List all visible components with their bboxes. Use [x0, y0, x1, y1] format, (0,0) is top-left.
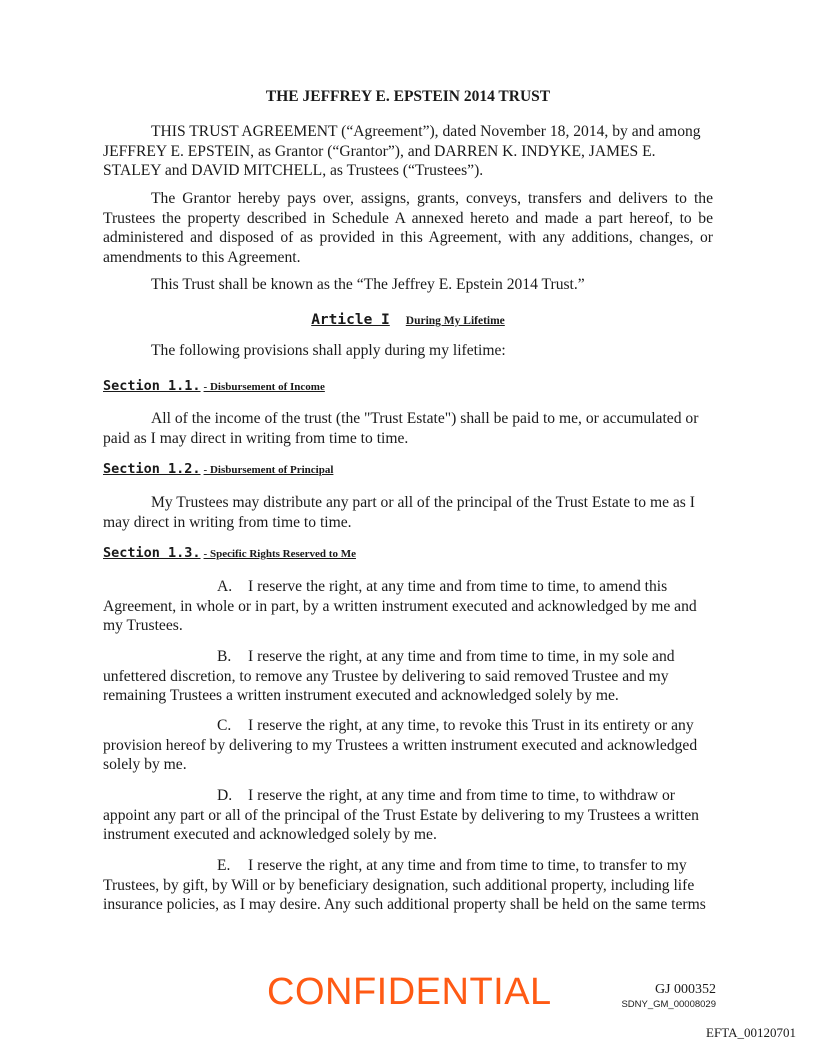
item-text: I reserve the right, at any time and from time to time, to amend this Agreement, in whole or in part, by a written instrument executed and acknowledged by me and my Trustees. [103, 578, 697, 634]
trust-name-paragraph: This Trust shall be known as the “The Jeffrey E. Epstein 2014 Trust.” [151, 276, 585, 293]
item-text: I reserve the right, at any time and from time to time, to transfer to my Trustees, by gift, by Will or by beneficiary designation, such additional property, including life insurance policies, as I may desire. Any such additional property shall be held on the same terms [103, 857, 706, 913]
item-text: I reserve the right, at any time and from time to time, to withdraw or appoint any part or all of the principal of the Trust Estate by delivering to my Trustees a written instrument executed and acknowledged solely by me. [103, 787, 699, 843]
section-number: Section 1.2. [103, 461, 201, 477]
article-title: During My Lifetime [405, 315, 505, 327]
item-letter: E. [217, 857, 231, 874]
item-letter: A. [217, 578, 233, 595]
item-letter: C. [217, 717, 232, 734]
list-item [103, 577, 713, 636]
bates-number-sdny: SDNY_GM_00008029 [621, 999, 716, 1010]
item-letter: D. [217, 787, 233, 804]
section-title: - Disbursement of Income [203, 381, 325, 393]
section-heading [103, 544, 356, 562]
section-text: All of the income of the trust (the "Trust Estate") shall be paid to me, or accumulated or paid as I may direct in writing from time to time. [103, 410, 699, 447]
section-title: - Specific Rights Reserved to Me [203, 548, 356, 560]
section-title: - Disbursement of Principal [203, 464, 334, 476]
list-item [103, 856, 713, 915]
section-text: My Trustees may distribute any part or all of the principal of the Trust Estate to me as I may direct in writing from time to time. [103, 494, 695, 531]
item-text: I reserve the right, at any time and from time to time, in my sole and unfettered discretion, to remove any Trustee by delivering to said removed Trustee and my remaining Trustees a written instrument executed and acknowledged solely by me. [103, 648, 675, 704]
item-text: I reserve the right, at any time, to revoke this Trust in its entirety or any provision hereof by delivering to my Trustees a written instrument executed and acknowledged solely by me. [103, 717, 698, 773]
section-number: Section 1.3. [103, 545, 201, 561]
item-letter: B. [217, 648, 232, 665]
bates-number-gj: GJ 000352 [654, 982, 716, 997]
list-item [103, 786, 713, 845]
section-heading [103, 460, 333, 478]
article-heading [0, 311, 816, 329]
agreement-paragraph: THIS TRUST AGREEMENT (“Agreement”), dated November 18, 2014, by and among JEFFREY E. EPSTEIN, as Grantor (“Grantor”), and DARREN K. INDYKE, JAMES E. STALEY and DAVID MITCHELL, as Trustees (“Trustees”). [103, 123, 701, 179]
document-title: THE JEFFREY E. EPSTEIN 2014 TRUST [265, 88, 551, 105]
article-label: Article I [311, 312, 390, 328]
conveyance-paragraph: The Grantor hereby pays over, assigns, grants, conveys, transfers and delivers to the Trustees the property described in Schedule A annexed hereto and made a part hereof, to be administered and disposed of as provided in this Agreement, with any additions, changes, or amendments to this Agreement. [103, 190, 713, 266]
confidential-stamp: CONFIDENTIAL [267, 971, 552, 1013]
article-intro: The following provisions shall apply during my lifetime: [151, 342, 506, 359]
list-item [103, 716, 713, 775]
section-number: Section 1.1. [103, 378, 201, 394]
section-heading [103, 377, 325, 395]
bates-number-efta: EFTA_00120701 [706, 1025, 796, 1040]
list-item [103, 647, 713, 706]
